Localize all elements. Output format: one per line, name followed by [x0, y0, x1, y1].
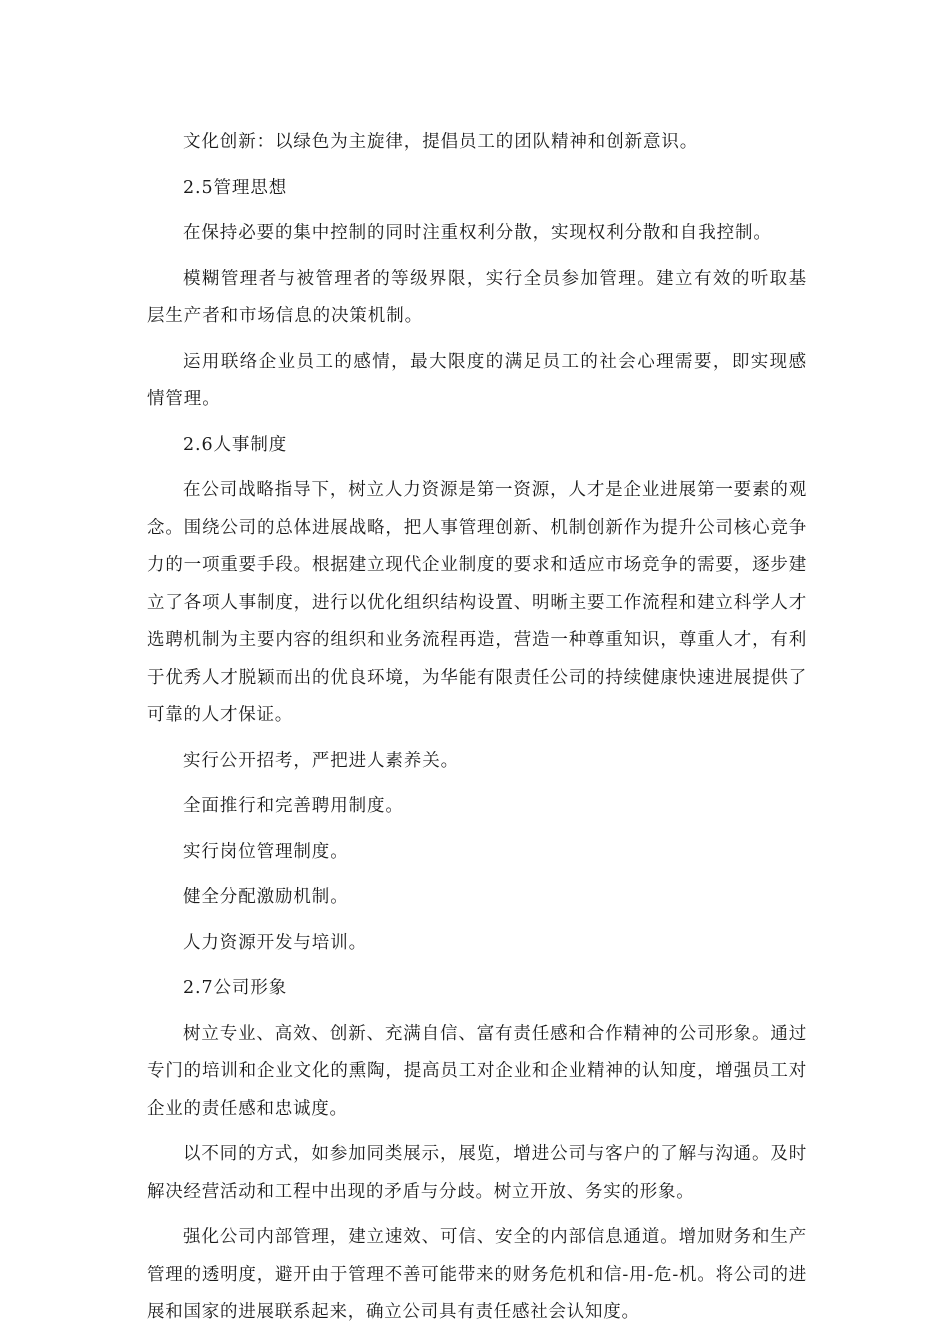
paragraph-culture-innovation: 文化创新：以绿色为主旋律，提倡员工的团队精神和创新意识。	[183, 132, 699, 152]
document-body	[147, 124, 807, 1340]
paragraph-client-communication: 以不同的方式，如参加同类展示，展览，增进公司与客户的了解与沟通。及时解决经营活动和工程中出现的矛盾与分歧。树立开放、务实的形象。	[147, 1144, 807, 1202]
paragraph-employment-system: 全面推行和完善聘用制度。	[183, 796, 404, 816]
section-heading-2-6: 2.6人事制度	[183, 434, 288, 455]
paragraph-company-image: 树立专业、高效、创新、充满自信、富有责任感和合作精神的公司形象。通过专门的培训和企业文化的熏陶，提高员工对企业和企业精神的认知度，增强员工对企业的责任感和忠诚度。	[147, 1023, 807, 1119]
paragraph-centralized-control: 在保持必要的集中控制的同时注重权利分散，实现权利分散和自我控制。	[183, 223, 772, 243]
section-heading-2-5: 2.5管理思想	[183, 177, 288, 198]
paragraph-open-recruitment: 实行公开招考，严把进人素养关。	[183, 750, 459, 771]
paragraph-hr-strategy: 在公司战略指导下，树立人力资源是第一资源，人才是企业进展第一要素的观念。围绕公司的总体进展战略，把人事管理创新、机制创新作为提升公司核心竞争力的一项重要手段。根据建立现代企业制度的要求和适应市场竞争的需要，逐步建立了各项人事制度，进行以优化组织结构设置、明晰主要工作流程和建立科学人才选聘机制为主要内容的组织和业务流程再造，营造一种尊重知识，尊重人才，有利于优秀人才脱颖而出的优良环境，为华能有限责任公司的持续健康快速进展提供了可靠的人才保证。	[147, 480, 807, 725]
paragraph-internal-management: 强化公司内部管理，建立速效、可信、安全的内部信息通道。增加财务和生产管理的透明度，避开由于管理不善可能带来的财务危机和信-用-危-机。将公司的进展和国家的进展联系起来，确立公司具有责任感社会认知度。	[147, 1227, 807, 1322]
paragraph-hr-training: 人力资源开发与培训。	[183, 932, 367, 953]
paragraph-incentive-mechanism: 健全分配激励机制。	[183, 887, 349, 907]
paragraph-post-management: 实行岗位管理制度。	[183, 841, 349, 862]
paragraph-emotional-management: 运用联络企业员工的感情，最大限度的满足员工的社会心理需要，即实现感情管理。	[147, 351, 807, 409]
section-heading-2-7: 2.7公司形象	[183, 978, 288, 998]
paragraph-full-participation: 模糊管理者与被管理者的等级界限，实行全员参加管理。建立有效的听取基层生产者和市场信息的决策机制。	[147, 268, 807, 326]
